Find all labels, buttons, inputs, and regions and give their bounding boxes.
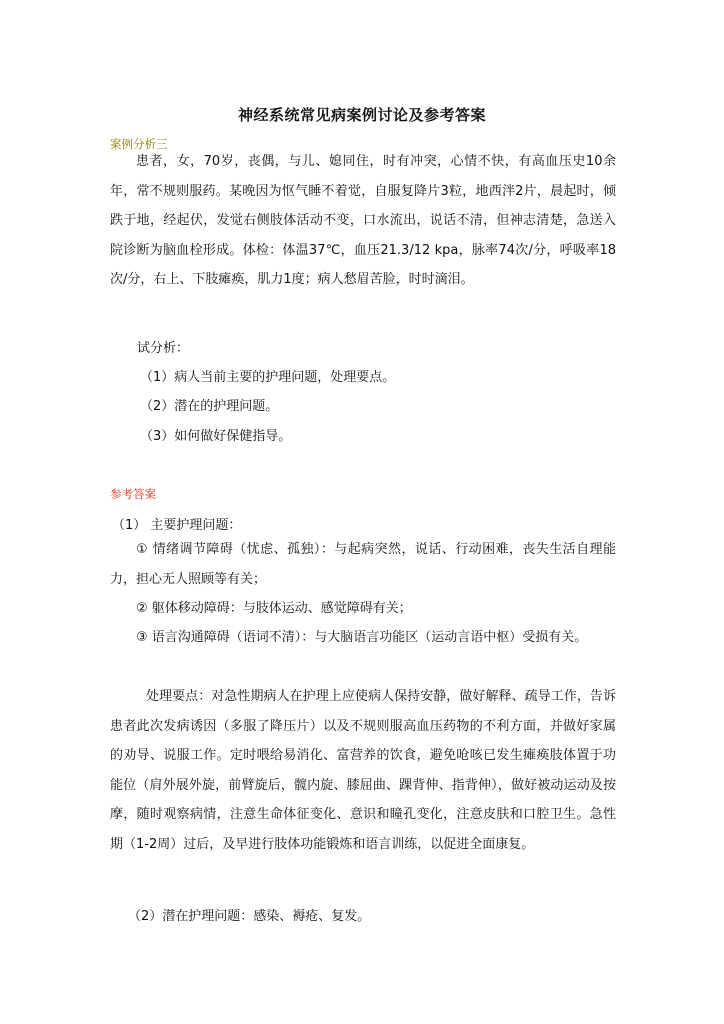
case-paragraph: 患者，女，70岁，丧偶，与儿、媳同住，时有冲突，心情不快，有高血压史10余年，常不规则服药。某晚因为怄气睡不着觉，自服复降片3粒，地西泮2片，晨起时，倾跌于地，经起伏，发觉右侧肢体活动不变，口水流出，说话不清，但神志清楚，急送入院诊断为脑血栓形成。体检：体温37℃，血压21.3/12 kpa，脉率74次/分，呼吸率18次/分，右上、下肢瘫痪，肌力1度；病人愁眉苦脸，时时滴泪。 — [110, 154, 616, 287]
question-intro: 试分析： — [137, 341, 190, 356]
section2-text: （2）潜在护理问题：感染、褥疮、复发。 — [128, 909, 371, 924]
question-item: （1）病人当前主要的护理问题，处理要点。 — [140, 370, 396, 385]
section1-title: （1） 主要护理问题： — [112, 518, 242, 533]
answer-heading: 参考答案 — [110, 487, 156, 501]
problem-item: ③ 语言沟通障碍（语词不清）：与大脑语言功能区（运动言语中枢）受损有关。 — [136, 630, 588, 645]
problem-item: ② 躯体移动障碍：与肢体运动、感觉障碍有关； — [136, 601, 412, 616]
question-item: （3）如何做好保健指导。 — [140, 429, 292, 444]
problem-item: ① 情绪调节障碍（忧虑、孤独）：与起病突然，说话、行动困难，丧失生活自理能力，担心无人照顾等有关； — [110, 542, 616, 587]
page-title: 神经系统常见病案例讨论及参考答案 — [237, 106, 486, 124]
treatment-paragraph: 处理要点：对急性期病人在护理上应使病人保持安静，做好解释、疏导工作，告诉患者此次发病诱因（多服了降压片）以及不规则服高血压药物的不利方面，并做好家属的劝导、说服工作。定时喂给易消化、富营养的饮食，避免呛咳已发生瘫痪肢体置于功能位（肩外展外旋，前臂旋后，髋内旋、膝屈曲、踝背伸、指背伸），做好被动运动及按摩，随时观察病情，注意生命体征变化、意识和瞳孔变化，注意皮肤和口腔卫生。急性期（1-2周）过后，及早进行肢体功能锻炼和语言训练，以促进全面康复。 — [110, 689, 616, 852]
question-item: （2）潜在的护理问题。 — [140, 399, 279, 414]
case-heading: 案例分析三 — [110, 137, 168, 151]
